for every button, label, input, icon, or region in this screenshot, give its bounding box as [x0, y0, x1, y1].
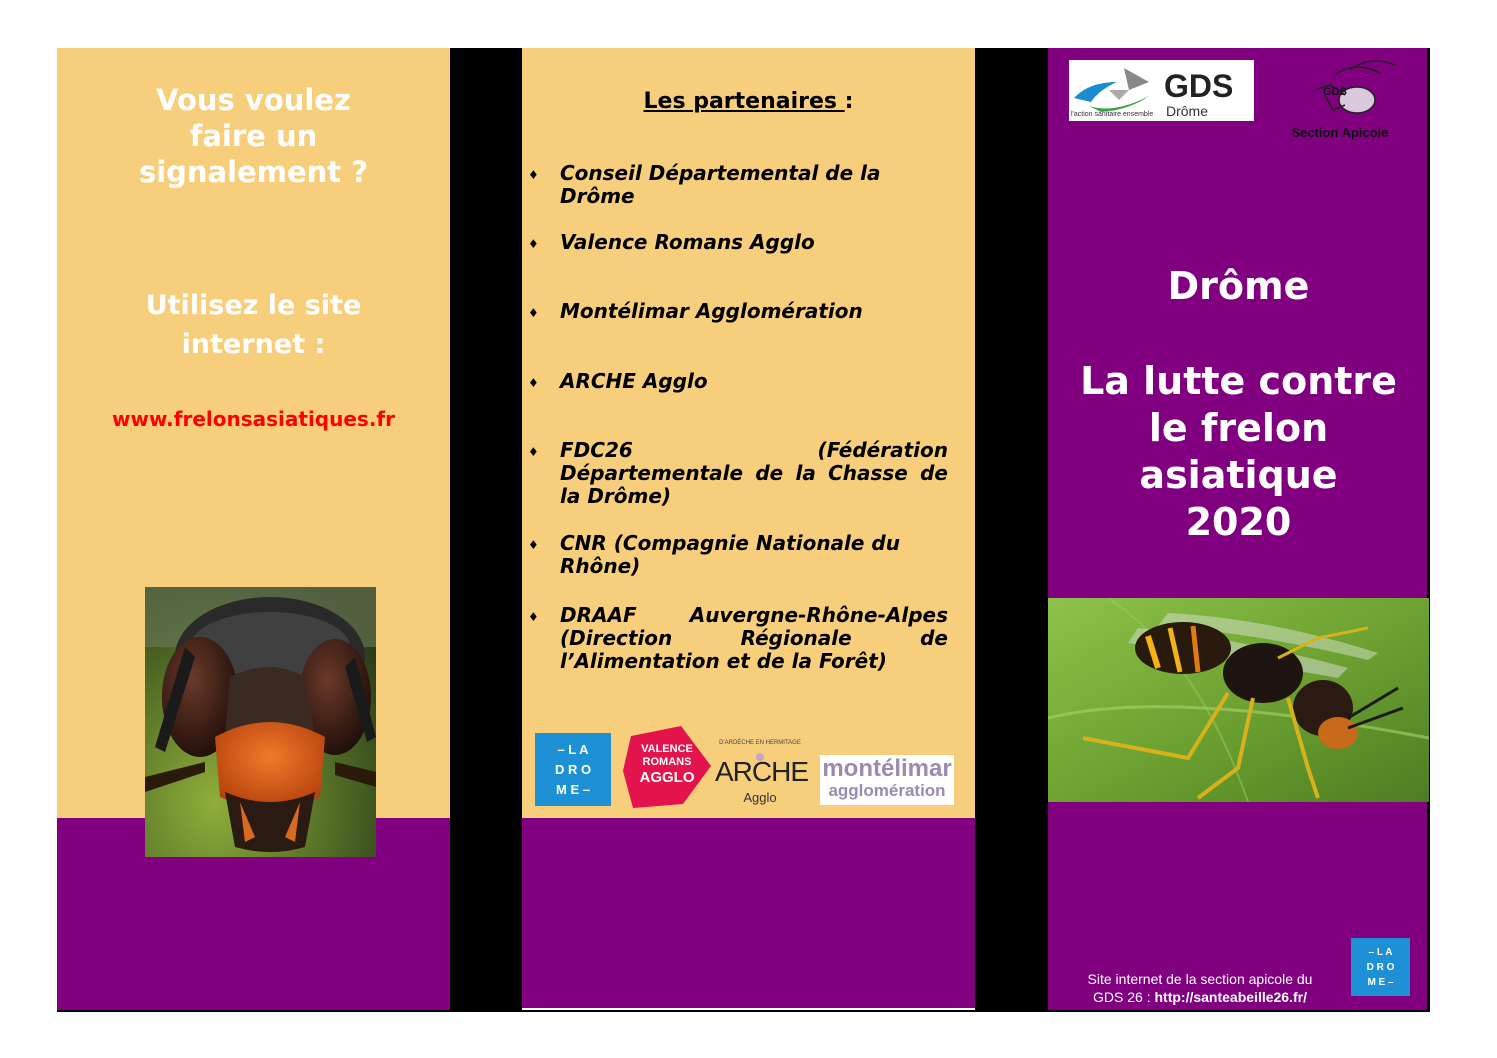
footer-website-text: Site internet de la section apicole du GDS 26 : http://santeabeille26.fr/ [1087, 971, 1313, 1005]
la-drome-logo-small: – L A D R O M E – [1351, 938, 1410, 996]
panel-middle-bottom [522, 818, 975, 1008]
bottom-rule [57, 1010, 1430, 1012]
partners-heading-label: Les partenaires [643, 89, 845, 114]
la-drome-logo: – L A D R O M E – [535, 733, 611, 806]
valence-romans-agglo-logo: VALENCE ROMANS AGGLO [623, 726, 711, 808]
footer-website-link[interactable]: http://santeabeille26.fr/ [1154, 989, 1307, 1005]
diamond-bullet-icon: ♦ [528, 237, 539, 251]
section-apicole-logo: GDS Section Apicole [1275, 55, 1405, 145]
partner-item: ♦ CNR (Compagnie Nationale du Rhône) [528, 531, 900, 578]
report-website-link[interactable]: www.frelonsasiatiques.fr [112, 407, 395, 431]
diamond-bullet-icon: ♦ [528, 538, 539, 552]
hornet-leaf-photo [1048, 598, 1429, 802]
use-website-text: Utilisez le site internet : [145, 290, 362, 360]
montelimar-agglomeration-logo: montélimar agglomération [820, 755, 954, 805]
bee-icon [1275, 55, 1405, 127]
gds-drome-logo: GDS Drôme l'action sanitaire ensemble [1069, 60, 1254, 121]
report-heading: Vous voulez faire un signalement ? [138, 83, 369, 189]
partners-heading [522, 89, 975, 114]
main-title: La lutte contre le frelon asiatique 2020 [1080, 359, 1397, 544]
region-title: Drôme [1167, 264, 1310, 308]
partner-item: ♦ Conseil Départemental de la Drôme [528, 161, 881, 208]
diamond-bullet-icon: ♦ [528, 168, 539, 182]
diamond-bullet-icon: ♦ [528, 306, 539, 320]
partner-item: ♦ Montélimar Agglomération [528, 299, 863, 323]
partner-item: ♦ ARCHE Agglo [528, 369, 708, 393]
arche-agglo-logo: D'ARDÈCHE EN HERMITAGE ARCHE Agglo [715, 740, 809, 805]
hornet-face-photo [145, 587, 376, 857]
partners-heading-colon: : [844, 89, 854, 114]
gutter-right [975, 48, 1048, 1010]
partner-item: ♦ DRAAF Auvergne-Rhône-Alpes (Direction Régionale de l’Alimentation et de la Forêt) [528, 603, 948, 673]
svg-text:GDS: GDS [1323, 86, 1347, 98]
diamond-bullet-icon: ♦ [528, 445, 539, 459]
diamond-bullet-icon: ♦ [528, 376, 539, 390]
diamond-bullet-icon: ♦ [528, 610, 539, 624]
gutter-left [450, 48, 522, 1010]
partner-item: ♦ Valence Romans Agglo [528, 230, 815, 254]
partner-item: ♦ FDC26 (Fédération Départementale de la Chasse de la Drôme) [528, 438, 948, 508]
